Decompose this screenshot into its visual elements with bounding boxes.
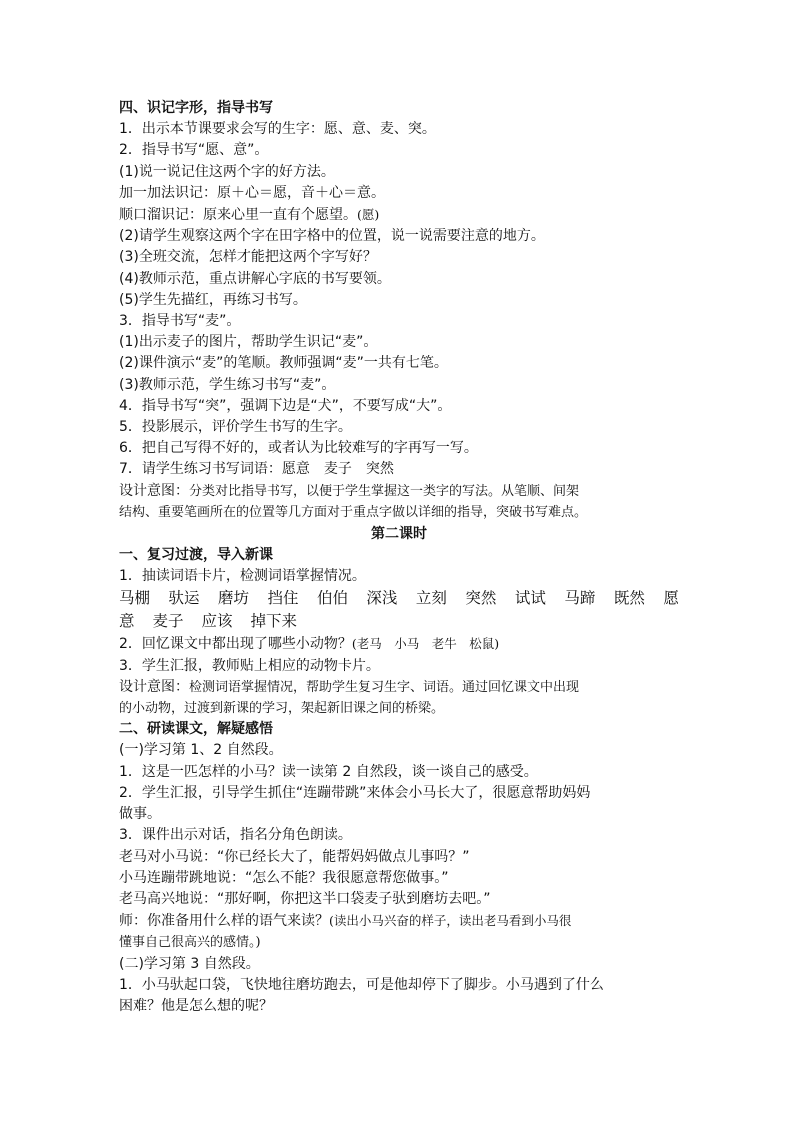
lesson2-s1-line-3: 3．学生汇报，教师贴上相应的动物卡片。	[119, 657, 380, 674]
vocab-row-1	[119, 587, 679, 610]
sec4-line-1: 1．出示本节课要求会写的生字：愿、意、麦、突。	[119, 121, 436, 138]
part1-title: (一)学习第 1、2 自然段。	[119, 742, 283, 759]
design-intent-1	[119, 481, 679, 502]
sec4-line-5-hint: (愿)	[357, 207, 380, 223]
teacher-question	[119, 910, 679, 932]
sec4-line-10: 3．指导书写“麦”。	[119, 313, 241, 330]
lesson2-s1-line-2-text: 2．回忆课文中都出现了哪些小动物？	[119, 636, 352, 653]
part1-line-2b: 做事。	[119, 806, 161, 823]
dialogue-line-2: 小马连蹦带跳地说：“怎么不能？我很愿意帮您做事。”	[119, 869, 449, 886]
design2-intent-text-2: 的小动物，过渡到新课的学习，架起新旧课之间的桥梁。	[119, 701, 445, 717]
design2-intent-1	[119, 677, 679, 698]
vocab-word: 既然	[613, 589, 645, 608]
lesson2-s1-line-2	[119, 633, 679, 655]
dialogue-line-3: 老马高兴地说：“那好啊，你把这半口袋麦子驮到磨坊去吧。”	[119, 890, 491, 907]
sec4-line-17: 7．请学生练习书写词语：愿意 麦子 突然	[119, 461, 394, 478]
teacher-question-hint: (读出小马兴奋的样子，读出老马看到小马很	[329, 913, 572, 929]
sec4-line-2: 2．指导书写“愿、意”。	[119, 142, 269, 159]
sec4-line-9: (5)学生先描红，再练习书写。	[119, 291, 307, 308]
sec4-line-16: 6．把自己写得不好的，或者认为比较难写的字再写一写。	[119, 440, 478, 457]
sec4-line-5-text: 顺口溜识记：原来心里一直有个愿望。	[119, 207, 357, 224]
lesson2-section1-heading: 一、复习过渡，导入新课	[119, 547, 273, 564]
teacher-question-text: 师：你准备用什么样的语气来读？	[119, 913, 329, 930]
design2-intent-label: 设计意图：	[119, 678, 189, 695]
vocab-word: 突然	[465, 589, 497, 608]
part2-title: (二)学习第 3 自然段。	[119, 955, 260, 972]
vocab-word: 伯伯	[316, 589, 348, 608]
design-intent-text-1: 分类对比指导书写，以便于学生掌握这一类字的写法。从笔顺、间架	[189, 483, 580, 499]
sec4-line-11: (1)出示麦子的图片，帮助学生识记“麦”。	[119, 334, 378, 351]
sec4-line-12: (2)课件演示“麦”的笔顺。教师强调“麦”一共有七笔。	[119, 355, 448, 372]
part2-line-1a: 1．小马驮起口袋，飞快地往磨坊跑去，可是他却停下了脚步。小马遇到了什么	[119, 976, 604, 993]
vocab-word: 立刻	[415, 589, 447, 608]
part1-line-3: 3．课件出示对话，指名分角色朗读。	[119, 827, 352, 844]
vocab-word: 试试	[514, 589, 546, 608]
design-intent-text-2: 结构、重要笔画所在的位置等几方面对于重点字做以详细的指导，突破书写难点。	[119, 504, 588, 520]
vocab-word: 应该	[201, 612, 233, 631]
part1-line-2a: 2．学生汇报，引导学生抓住“连蹦带跳”来体会小马长大了，很愿意帮助妈妈	[119, 784, 591, 801]
dialogue-line-1: 老马对小马说：“你已经长大了，能帮妈妈做点儿事吗？”	[119, 848, 470, 865]
design2-intent-text-1: 检测词语掌握情况，帮助学生复习生字、词语。通过回忆课文中出现	[189, 679, 580, 695]
vocab-word: 挡住	[267, 589, 299, 608]
sec4-line-13: (3)教师示范，学生练习书写“麦”。	[119, 376, 336, 393]
part2-line-1b: 困难？他是怎么想的呢？	[119, 997, 273, 1014]
vocab-word: 马蹄	[564, 589, 596, 608]
document-page	[119, 98, 679, 1017]
sec4-line-6: (2)请学生观察这两个字在田字格中的位置，说一说需要注意的地方。	[119, 228, 545, 245]
vocab-word: 意	[119, 612, 135, 631]
section4-heading: 四、识记字形，指导书写	[119, 100, 273, 116]
vocab-word: 掉下来	[250, 612, 298, 631]
vocab-word: 愿	[663, 589, 679, 608]
lesson2-section2-heading: 二、研读课文，解疑感悟	[119, 721, 273, 738]
teacher-question-hint-2: 懂事自己很高兴的感情。)	[119, 935, 261, 951]
sec4-line-8: (4)教师示范，重点讲解心字底的书写要领。	[119, 270, 391, 287]
lesson2-s1-line-1: 1．抽读词语卡片，检测词语掌握情况。	[119, 568, 366, 585]
part1-line-1: 1．这是一匹怎样的小马？读一读第 2 自然段，谈一谈自己的感受。	[119, 763, 538, 780]
lesson2-s1-line-2-hint: (老马 小马 老牛 松鼠)	[351, 636, 500, 652]
sec4-line-15: 5．投影展示，评价学生书写的生字。	[119, 419, 352, 436]
sec4-line-7: (3)全班交流，怎样才能把这两个字写好？	[119, 249, 377, 266]
vocab-word: 马棚	[119, 589, 151, 608]
sec4-line-14: 4．指导书写“突”，强调下边是“犬”，不要写成“大”。	[119, 397, 452, 414]
vocab-word: 驮运	[168, 589, 200, 608]
sec4-line-5	[119, 204, 679, 226]
sec4-line-4: 加一加法识记：原＋心＝愿，音＋心＝意。	[119, 184, 385, 201]
vocab-word: 麦子	[152, 612, 184, 631]
lesson2-title: 第二课时	[371, 526, 427, 543]
sec4-line-3: (1)说一说记住这两个字的好方法。	[119, 163, 335, 180]
vocab-row-2	[119, 610, 679, 633]
vocab-word: 深浅	[366, 589, 398, 608]
design-intent-label: 设计意图：	[119, 482, 189, 499]
vocab-word: 磨坊	[217, 589, 249, 608]
